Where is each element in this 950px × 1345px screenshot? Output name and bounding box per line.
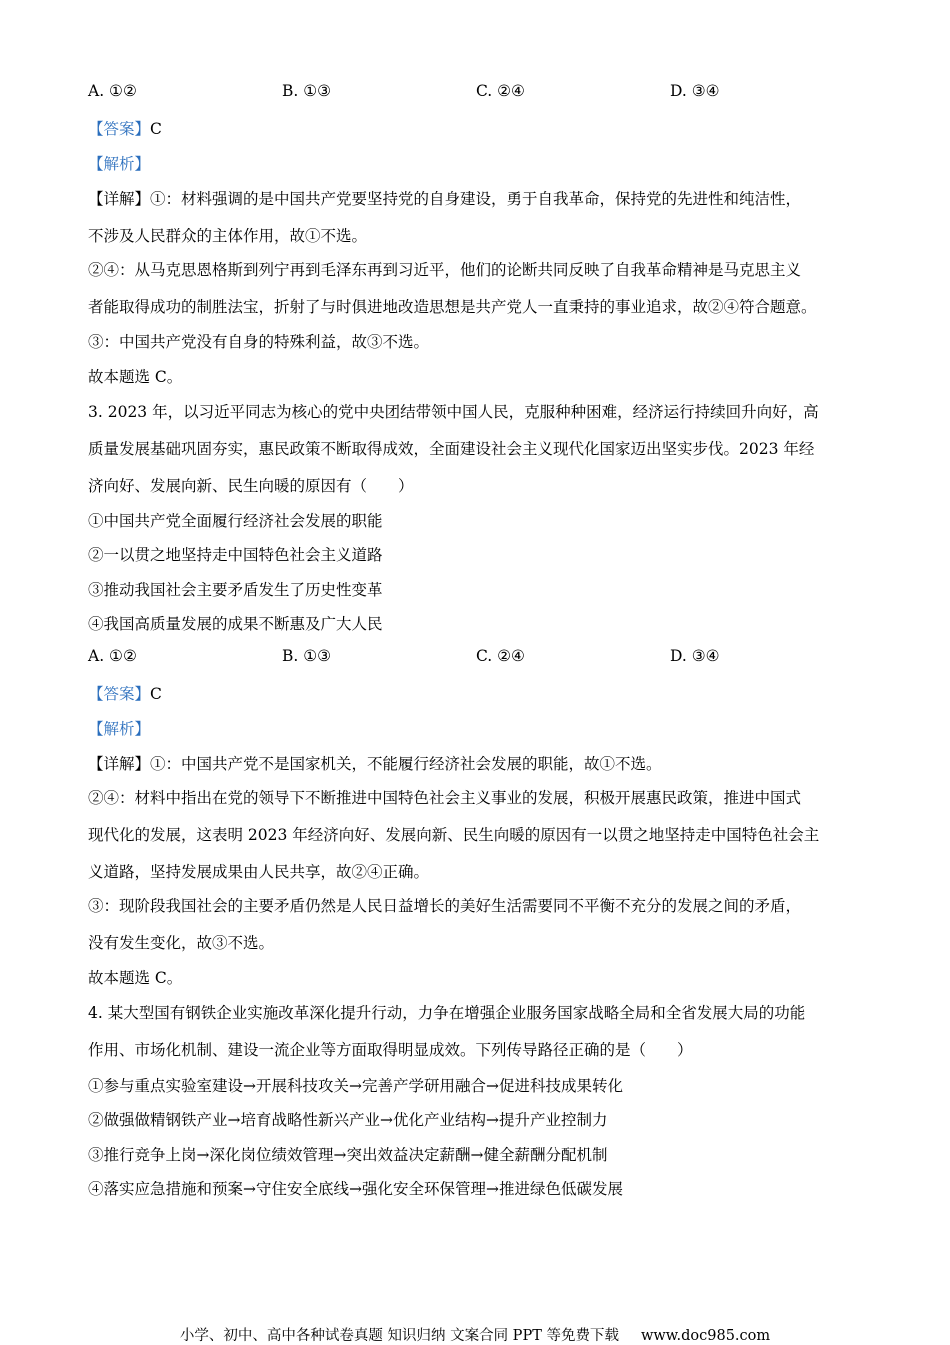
- q4-stem-line-2: 作用、市场化机制、建设一流企业等方面取得明显成效。下列传导路径正确的是（ ）: [88, 1041, 693, 1059]
- q3-analysis-tag: 【解析】: [88, 720, 151, 738]
- q2-detail-line-3: ②④：从马克思恩格斯到列宁再到毛泽东再到习近平，他们的论断共同反映了自我革命精神是马克思主义: [88, 261, 802, 279]
- q3-item-1: ①中国共产党全面履行经济社会发展的职能: [88, 512, 383, 530]
- q2-detail-tag: 【详解】: [88, 190, 151, 208]
- q2-option-a: A. ①②: [88, 82, 137, 100]
- q3-item-2: ②一以贯之地坚持走中国特色社会主义道路: [88, 546, 383, 564]
- q3-answer-line: [88, 682, 162, 704]
- page-footer: [0, 1324, 950, 1345]
- q3-options: [88, 647, 888, 669]
- q3-answer-tag: 【答案】: [88, 685, 151, 703]
- q4-stem-line-1: 4. 某大型国有钢铁企业实施改革深化提升行动，力争在增强企业服务国家战略全局和全省发展大局的功能: [88, 1004, 806, 1022]
- q3-detail-line-5: ③：现阶段我国社会的主要矛盾仍然是人民日益增长的美好生活需要同不平衡不充分的发展之间的矛盾，: [88, 897, 802, 915]
- q2-conclusion: 故本题选 C。: [88, 368, 183, 386]
- q3-detail-line-4: 义道路，坚持发展成果由人民共享，故②④正确。: [88, 863, 430, 881]
- q3-option-b: B. ①③: [282, 647, 332, 665]
- q2-option-d: D. ③④: [670, 82, 720, 100]
- q2-options: [88, 82, 888, 104]
- footer-url[interactable]: www.doc985.com: [640, 1328, 771, 1344]
- q2-analysis-tag: 【解析】: [88, 155, 151, 173]
- q4-item-2: ②做强做精钢铁产业→培育战略性新兴产业→优化产业结构→提升产业控制力: [88, 1111, 608, 1129]
- q2-analysis-line: [88, 152, 150, 174]
- q3-conclusion: 故本题选 C。: [88, 969, 183, 987]
- q3-option-a: A. ①②: [88, 647, 137, 665]
- q4-item-4: ④落实应急措施和预案→守住安全底线→强化安全环保管理→推进绿色低碳发展: [88, 1180, 623, 1198]
- q2-answer-line: [88, 117, 162, 139]
- q3-option-c: C. ②④: [476, 647, 525, 665]
- q2-detail-line-5: ③：中国共产党没有自身的特殊利益，故③不选。: [88, 333, 430, 351]
- q3-answer: C: [150, 685, 162, 703]
- q3-stem-line-2: 质量发展基础巩固夯实，惠民政策不断取得成效，全面建设社会主义现代化国家迈出坚实步伐。2023 年经: [88, 440, 815, 458]
- q3-item-3: ③推动我国社会主要矛盾发生了历史性变革: [88, 581, 383, 599]
- q3-item-4: ④我国高质量发展的成果不断惠及广大人民: [88, 615, 383, 633]
- q3-detail-line-3: 现代化的发展，这表明 2023 年经济向好、发展向新、民生向暖的原因有一以贯之地坚持走中国特色社会主: [88, 826, 820, 844]
- q3-detail-line-2: ②④：材料中指出在党的领导下不断推进中国特色社会主义事业的发展，积极开展惠民政策，推进中国式: [88, 789, 802, 807]
- q2-option-c: C. ②④: [476, 82, 525, 100]
- q3-detail-line-6: 没有发生变化，故③不选。: [88, 934, 275, 952]
- q3-option-d: D. ③④: [670, 647, 720, 665]
- q3-detail-tag: 【详解】: [88, 755, 151, 773]
- q2-answer-tag: 【答案】: [88, 120, 151, 138]
- q3-analysis-line: [88, 717, 150, 739]
- q4-item-3: ③推行竞争上岗→深化岗位绩效管理→突出效益决定薪酬→健全薪酬分配机制: [88, 1146, 608, 1164]
- q4-item-1: ①参与重点实验室建设→开展科技攻关→完善产学研用融合→促进科技成果转化: [88, 1077, 623, 1095]
- footer-text: 小学、初中、高中各种试卷真题 知识归纳 文案合同 PPT 等免费下载: [179, 1328, 619, 1344]
- q2-detail-line-4: 者能取得成功的制胜法宝，折射了与时俱进地改造思想是共产党人一直秉持的事业追求，故②④符合题意。: [88, 298, 817, 316]
- q3-stem-line-3: 济向好、发展向新、民生向暖的原因有（ ）: [88, 477, 414, 495]
- q3-stem-line-1: 3. 2023 年，以习近平同志为核心的党中央团结带领中国人民，克服种种困难，经济运行持续回升向好，高: [88, 403, 819, 421]
- q2-option-b: B. ①③: [282, 82, 332, 100]
- q2-answer: C: [150, 120, 162, 138]
- q2-detail-line-2: 不涉及人民群众的主体作用，故①不选。: [88, 227, 368, 245]
- q3-detail-line-1: 【详解】①：中国共产党不是国家机关，不能履行经济社会发展的职能，故①不选。: [88, 755, 662, 773]
- q2-detail-line-1: 【详解】①：材料强调的是中国共产党要坚持党的自身建设，勇于自我革命，保持党的先进性和纯洁性，: [88, 190, 802, 208]
